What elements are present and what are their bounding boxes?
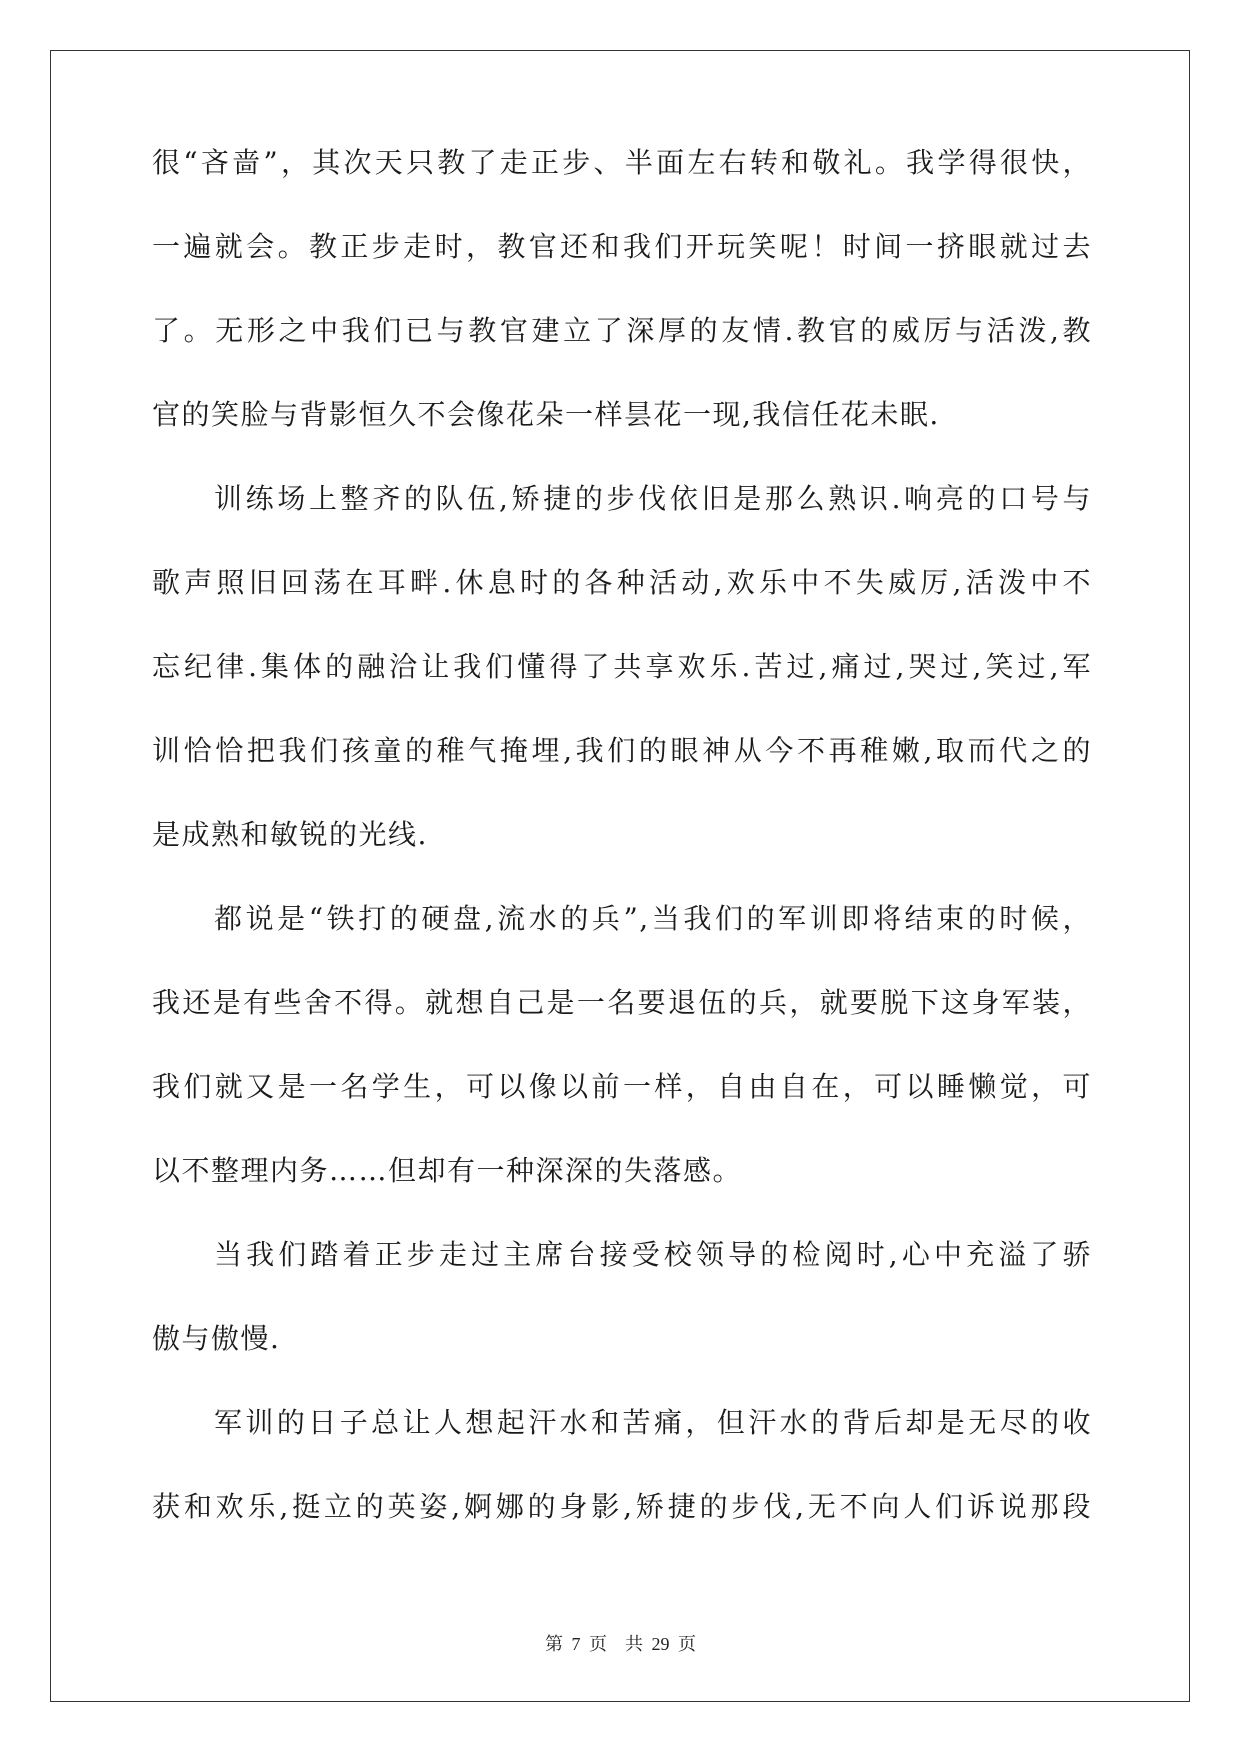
text-line: 训练场上整齐的队伍,矫捷的步伐依旧是那么熟识.响亮的口号与 [214, 482, 1092, 515]
text-line: 训恰恰把我们孩童的稚气掩埋,我们的眼神从今不再稚嫩,取而代之的 [152, 734, 1092, 767]
text-line: 一遍就会。教正步走时，教官还和我们开玩笑呢！时间一挤眼就过去 [152, 230, 1092, 263]
text-line: 了。无形之中我们已与教官建立了深厚的友情.教官的威厉与活泼,教 [152, 314, 1092, 347]
text-line: 以不整理内务……但却有一种深深的失落感。 [152, 1154, 743, 1187]
text-line: 歌声照旧回荡在耳畔.休息时的各种活动,欢乐中不失威厉,活泼中不 [152, 566, 1092, 599]
text-line: 我还是有些舍不得。就想自己是一名要退伍的兵，就要脱下这身军装， [152, 986, 1092, 1019]
text-line: 是成熟和敏锐的光线. [152, 818, 428, 851]
text-line: 官的笑脸与背影恒久不会像花朵一样昙花一现,我信任花未眠. [152, 398, 940, 431]
text-line: 忘纪律.集体的融洽让我们懂得了共享欢乐.苦过,痛过,哭过,笑过,军 [152, 650, 1092, 683]
text-line: 当我们踏着正步走过主席台接受校领导的检阅时,心中充溢了骄 [214, 1238, 1092, 1271]
text-line: 我们就又是一名学生，可以像以前一样，自由自在，可以睡懒觉，可 [152, 1070, 1092, 1103]
text-line: 获和欢乐,挺立的英姿,婀娜的身影,矫捷的步伐,无不向人们诉说那段 [152, 1490, 1092, 1523]
text-line: 都说是“铁打的硬盘,流水的兵”,当我们的军训即将结束的时候， [214, 902, 1092, 935]
text-line: 傲与傲慢. [152, 1322, 281, 1355]
text-line: 很“吝啬”，其次天只教了走正步、半面左右转和敬礼。我学得很快， [152, 146, 1092, 179]
page-number-footer: 第 7 页 共 29 页 [545, 1634, 696, 1654]
document-body [152, 147, 1092, 1575]
text-line: 军训的日子总让人想起汗水和苦痛，但汗水的背后却是无尽的收 [214, 1406, 1092, 1439]
